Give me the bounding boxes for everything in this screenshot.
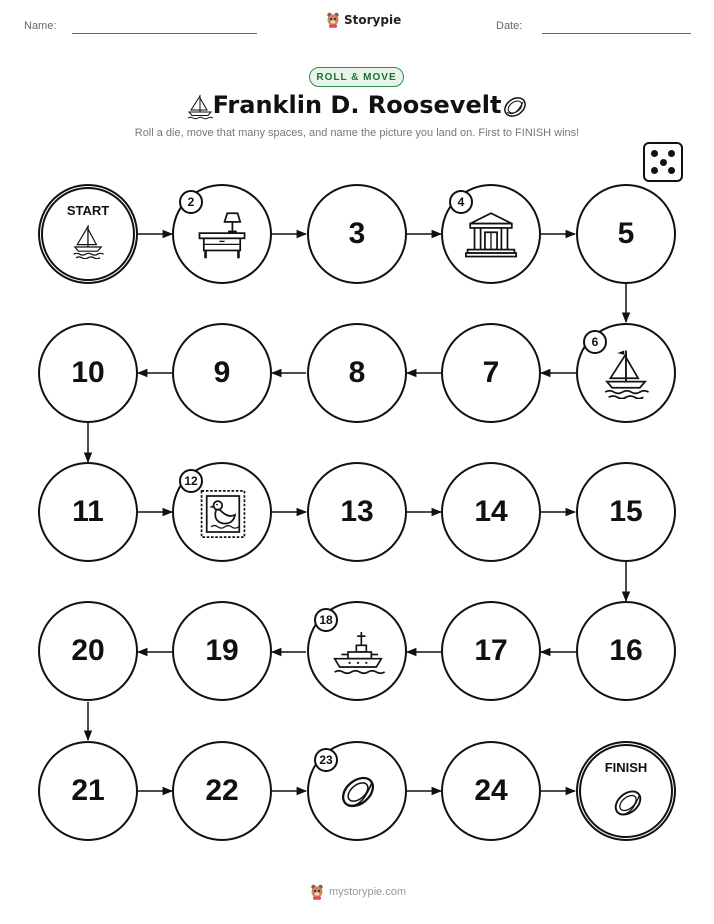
space-number: 17 [474, 634, 508, 667]
space-number: 5 [617, 217, 635, 250]
space-number-badge: 2 [179, 190, 203, 214]
space-number-badge: 4 [449, 190, 473, 214]
battleship-icon [331, 627, 385, 677]
space-number: 16 [609, 634, 643, 667]
activity-tag: ROLL & MOVE [309, 67, 404, 87]
government-building-icon [465, 208, 517, 260]
space-number: 10 [71, 356, 105, 389]
space-number: 8 [348, 356, 366, 389]
space-number: 3 [348, 217, 366, 250]
space-number-badge: 23 [314, 748, 338, 772]
space-number: 11 [72, 495, 104, 528]
board-space-21[interactable] [38, 741, 138, 841]
name-label: Name: [24, 20, 57, 32]
ring-icon [609, 784, 647, 822]
footer-site[interactable]: mystorypie.com [329, 886, 407, 898]
instructions: Roll a die, move that many spaces, and name the picture you land on. First to FINISH wins! [134, 127, 580, 139]
space-number: 9 [213, 356, 231, 389]
sailboat-icon [70, 223, 106, 259]
space-number: 22 [205, 774, 239, 807]
board-space-16[interactable] [576, 601, 676, 701]
space-number-badge: 12 [179, 469, 203, 493]
board-space-5[interactable] [576, 184, 676, 284]
finish-space[interactable] [576, 741, 676, 841]
board-space-14[interactable] [441, 462, 541, 562]
space-number: 20 [71, 634, 105, 667]
board-space-19[interactable] [172, 601, 272, 701]
space-number: 19 [205, 634, 239, 667]
page-title: Franklin D. Roosevelt [212, 91, 502, 119]
space-number: 13 [340, 495, 374, 528]
start-label: START [66, 203, 110, 218]
storypie-mascot-icon [310, 884, 324, 900]
board-space-3[interactable] [307, 184, 407, 284]
desk-lamp-icon [196, 208, 248, 260]
footer [310, 884, 406, 900]
brand-name: Storypie [344, 13, 402, 27]
start-space[interactable] [38, 184, 138, 284]
sailboat-icon [600, 347, 652, 399]
board-space-8[interactable] [307, 323, 407, 423]
board-space-11[interactable] [38, 462, 138, 562]
board-space-10[interactable] [38, 323, 138, 423]
space-number: 15 [609, 495, 643, 528]
space-number-badge: 18 [314, 608, 338, 632]
space-number: 21 [71, 774, 105, 807]
board-space-20[interactable] [38, 601, 138, 701]
board-space-13[interactable] [307, 462, 407, 562]
board-space-7[interactable] [441, 323, 541, 423]
duck-stamp-icon [199, 488, 247, 540]
date-label: Date: [496, 20, 523, 32]
board-space-9[interactable] [172, 323, 272, 423]
ring-icon [335, 769, 381, 815]
board-space-24[interactable] [441, 741, 541, 841]
space-number-badge: 6 [583, 330, 607, 354]
space-number: 7 [482, 356, 500, 389]
space-number: 14 [474, 495, 508, 528]
board-space-17[interactable] [441, 601, 541, 701]
board-space-22[interactable] [172, 741, 272, 841]
finish-label: FINISH [604, 760, 648, 775]
board-space-15[interactable] [576, 462, 676, 562]
space-number: 24 [474, 774, 508, 807]
